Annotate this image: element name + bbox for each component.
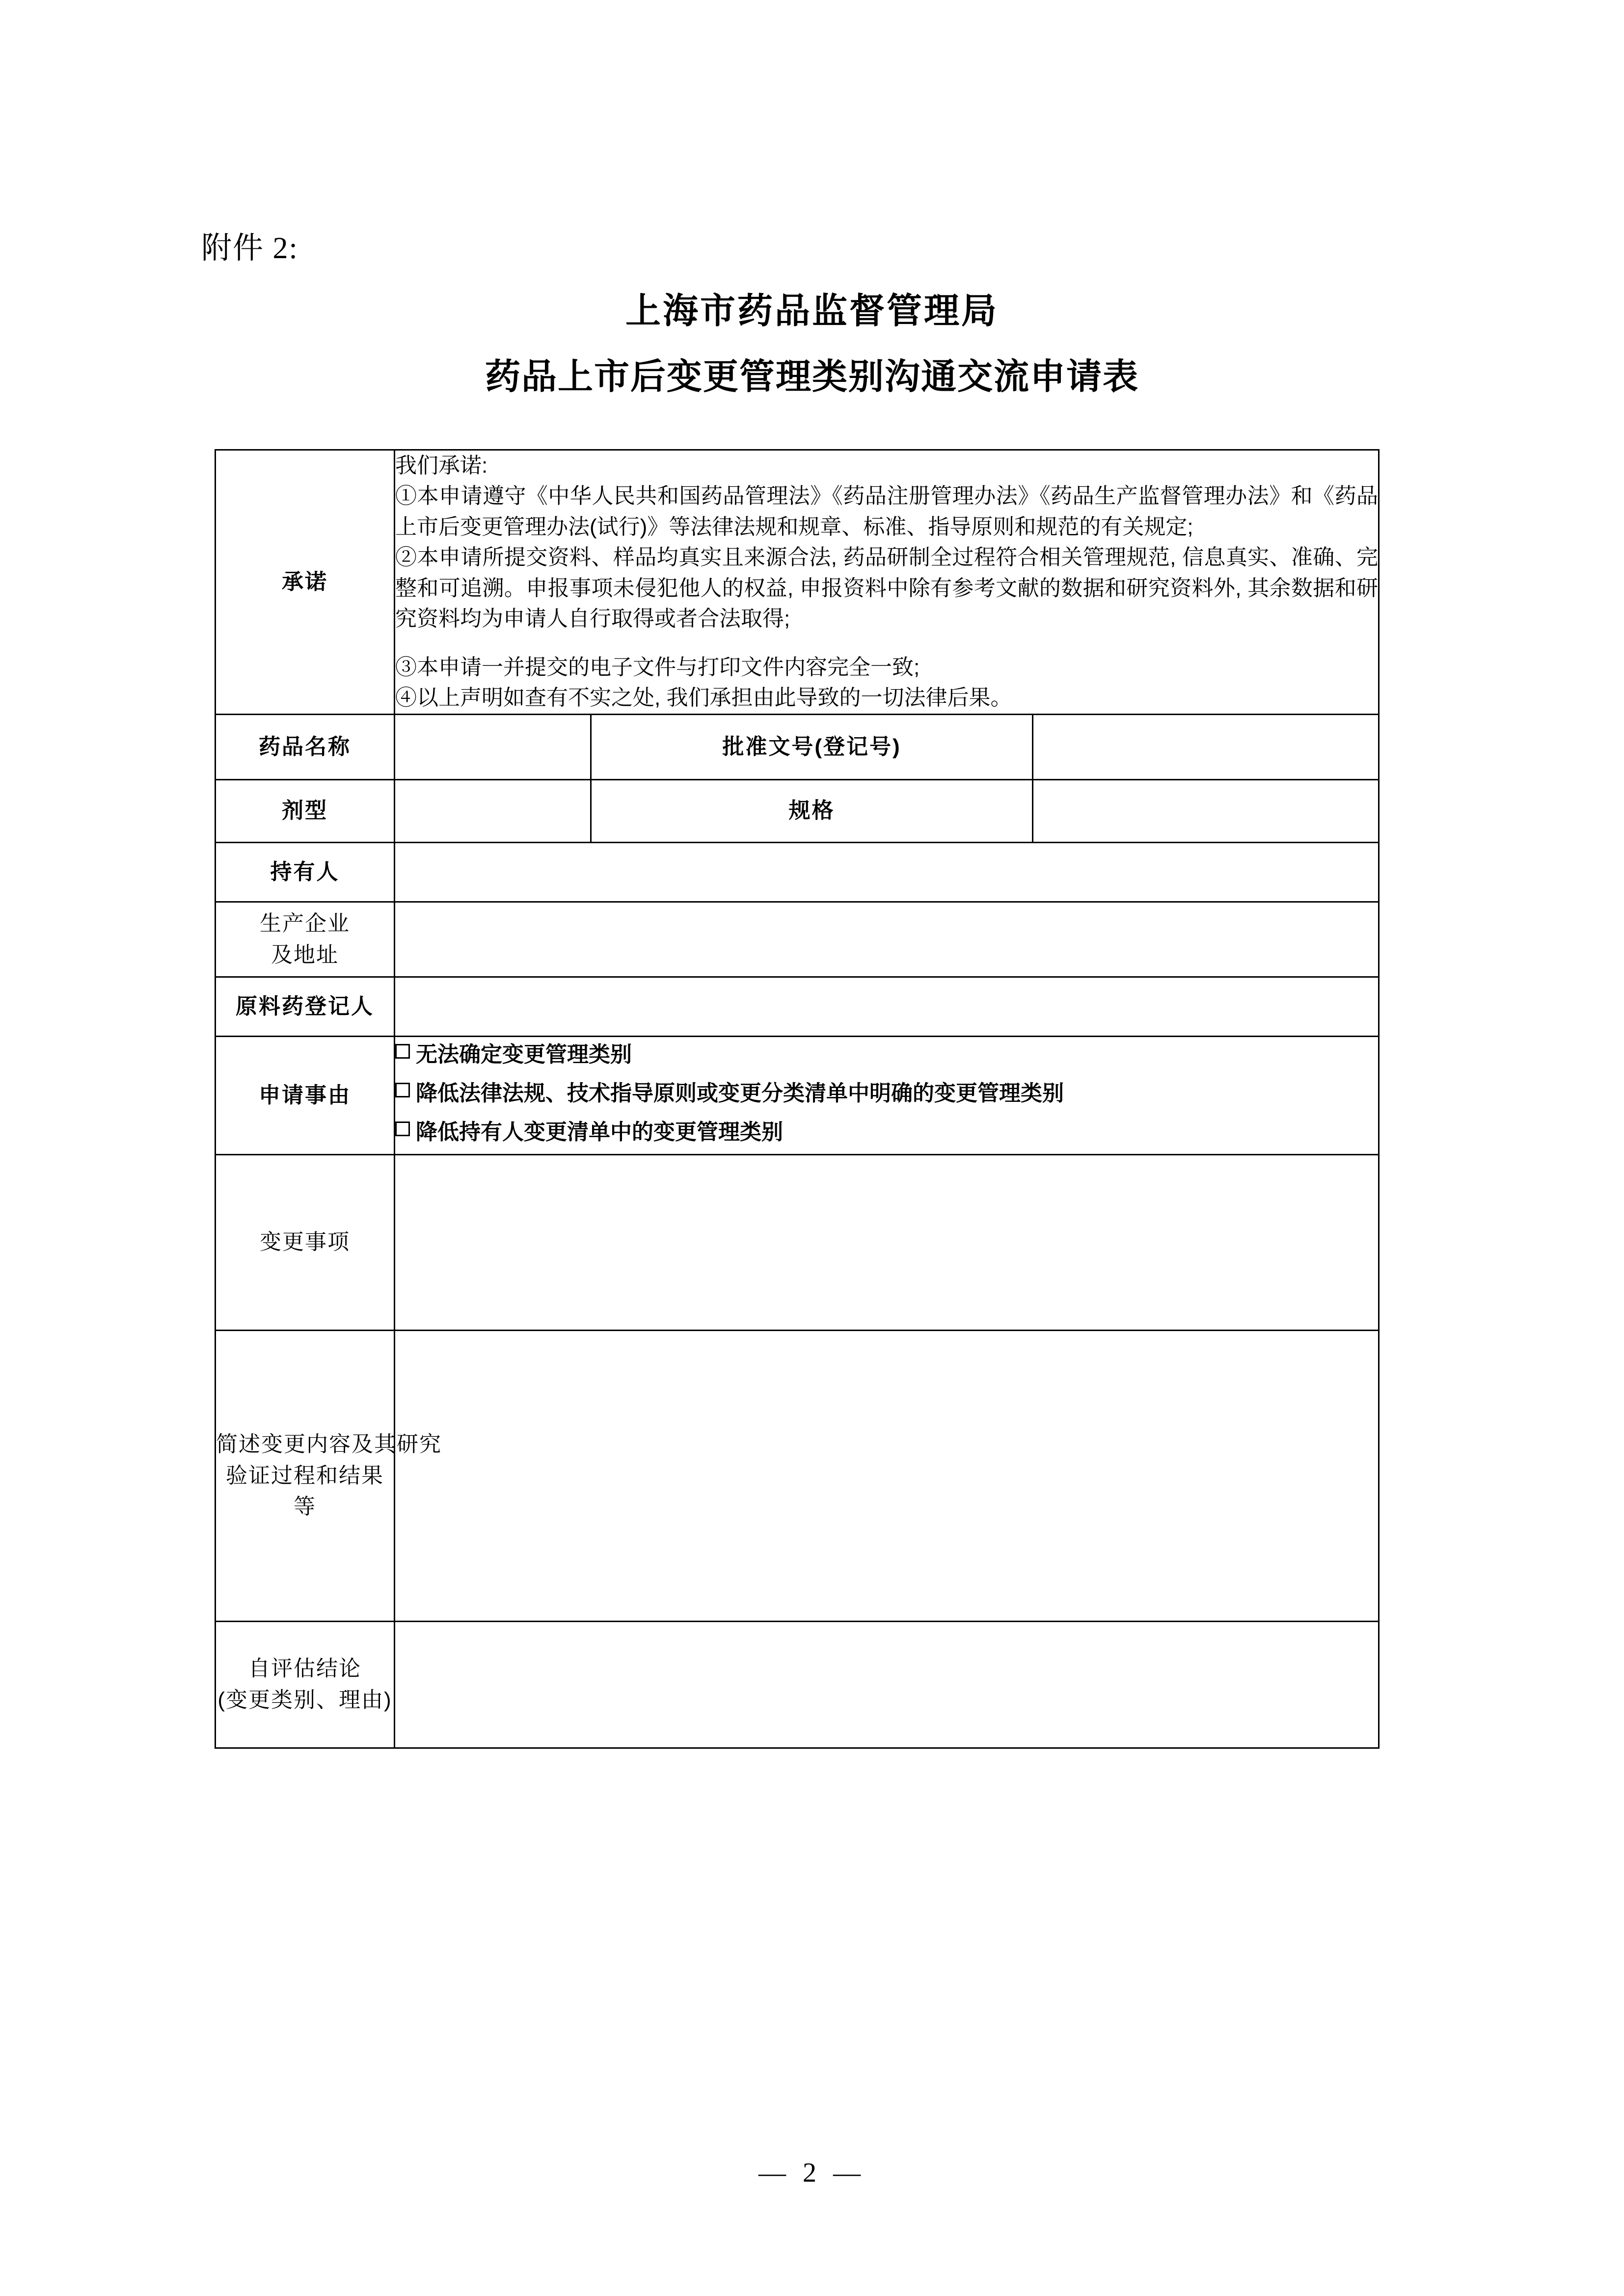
table-row-application-reason (216, 1036, 1379, 1154)
api-registrant-label: 原料药登记人 (216, 977, 395, 1036)
promise-label: 承诺 (216, 450, 395, 715)
application-reason-label: 申请事由 (216, 1036, 395, 1154)
manufacturer-value[interactable] (395, 902, 1379, 977)
table-row-holder (216, 842, 1379, 902)
drug-name-value[interactable] (395, 714, 591, 779)
dosage-form-label: 剂型 (216, 779, 395, 842)
manufacturer-label-line-2: 及地址 (271, 942, 339, 967)
title-line-2: 药品上市后变更管理类别沟通交流申请表 (485, 357, 1139, 397)
api-registrant-value[interactable] (395, 977, 1379, 1036)
holder-value[interactable] (395, 842, 1379, 902)
table-row-dosage-form (216, 779, 1379, 842)
holder-label: 持有人 (216, 842, 395, 902)
self-assessment-label-line-2: (变更类别、理由) (217, 1688, 392, 1712)
reason-option-2-row[interactable] (395, 1076, 1378, 1111)
change-description-label (216, 1330, 442, 1621)
table-row-self-assessment (216, 1621, 1379, 1748)
dosage-form-value[interactable] (395, 779, 591, 842)
table-row-change-description (216, 1330, 1379, 1621)
change-items-value[interactable] (395, 1154, 1379, 1330)
promise-content (395, 450, 1379, 715)
table-row-promise (216, 450, 1379, 715)
specification-label: 规格 (591, 779, 1033, 842)
promise-item-1: ①本申请遵守《中华人民共和国药品管理法》《药品注册管理办法》《药品生产监督管理办法》和《药品上市后变更管理办法(试行)》等法律法规和规章、标准、指导原则和规范的有关规定; (395, 484, 1379, 539)
self-assessment-label-line-1: 自评估结论 (248, 1656, 361, 1681)
table-row-manufacturer (216, 902, 1379, 977)
manufacturer-label-line-1: 生产企业 (260, 911, 350, 935)
change-description-value[interactable] (395, 1330, 1379, 1621)
promise-intro: 我们承诺: (395, 454, 488, 478)
reason-option-3-row[interactable] (395, 1115, 1378, 1149)
document-title (0, 285, 1624, 403)
checkbox-icon[interactable] (395, 1083, 410, 1097)
reason-option-1-row[interactable] (395, 1037, 1378, 1072)
change-description-label-line-1: 简述变更内容及其研究 (216, 1432, 442, 1456)
self-assessment-value[interactable] (395, 1621, 1379, 1748)
promise-item-2: ②本申请所提交资料、样品均真实且来源合法, 药品研制全过程符合相关管理规范, 信息真实、准确、完整和可追溯。申报事项未侵犯他人的权益, 申报资料中除有参考文献的数据和研究资料外, 其余数据和研究资料均为申请人自行取得或者合法取得; (395, 545, 1379, 631)
drug-name-label: 药品名称 (216, 714, 395, 779)
table-row-api-registrant (216, 977, 1379, 1036)
promise-item-4: ④以上声明如查有不实之处, 我们承担由此导致的一切法律后果。 (395, 686, 1012, 710)
approval-number-value[interactable] (1033, 714, 1379, 779)
page-number: — 2 — (758, 2158, 866, 2188)
change-items-label: 变更事项 (216, 1154, 395, 1330)
title-line-1: 上海市药品监督管理局 (625, 292, 999, 331)
self-assessment-label (216, 1621, 395, 1748)
approval-number-label: 批准文号(登记号) (591, 714, 1033, 779)
manufacturer-label (216, 902, 395, 977)
table-row-change-items (216, 1154, 1379, 1330)
attachment-label: 附件 2: (201, 232, 298, 265)
promise-item-3: ③本申请一并提交的电子文件与打印文件内容完全一致; (395, 655, 920, 679)
specification-value[interactable] (1033, 779, 1379, 842)
checkbox-icon[interactable] (395, 1121, 410, 1136)
application-reason-options (395, 1036, 1379, 1154)
checkbox-icon[interactable] (395, 1044, 410, 1059)
table-row-drug-name (216, 714, 1379, 779)
application-form-table (215, 449, 1380, 1749)
change-description-label-line-2: 验证过程和结果等 (226, 1463, 384, 1519)
reason-option-1-label: 无法确定变更管理类别 (416, 1042, 632, 1067)
reason-option-3-label: 降低持有人变更清单中的变更管理类别 (416, 1120, 783, 1145)
reason-option-2-label: 降低法律法规、技术指导原则或变更分类清单中明确的变更管理类别 (416, 1081, 1064, 1106)
